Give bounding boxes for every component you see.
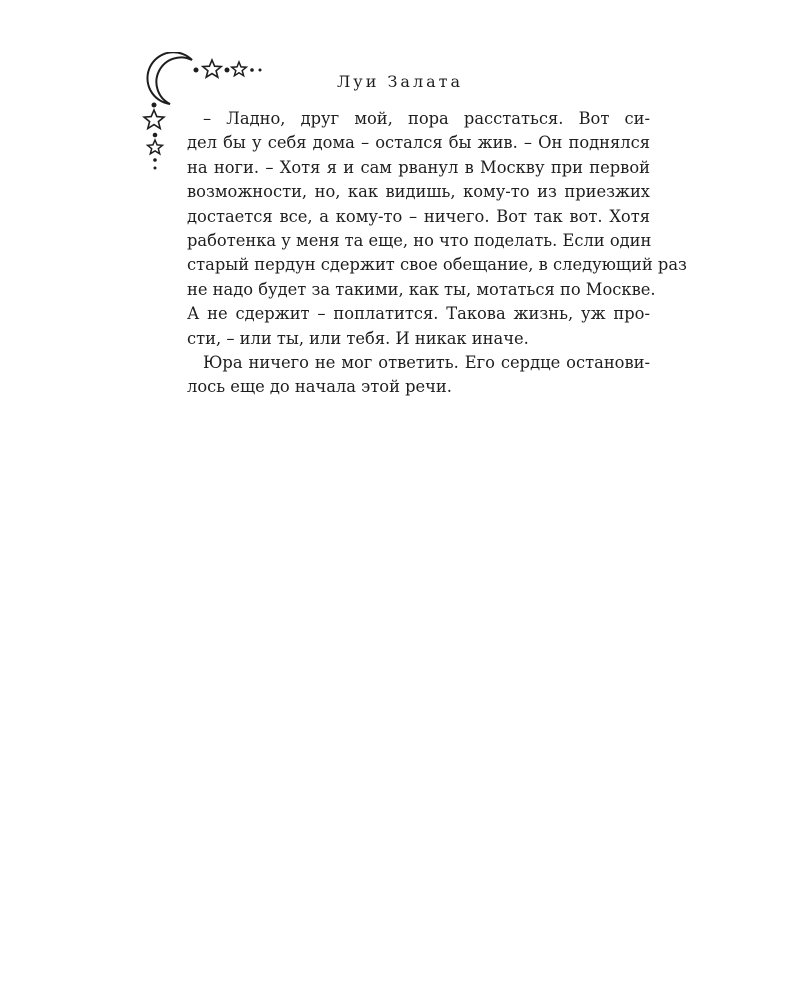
- page-body: [187, 107, 687, 400]
- text-line: на ноги. – Хотя я и сам рванул в Москву при первой: [187, 157, 650, 177]
- text-line: – Ладно, друг мой, пора расстаться. Вот си-: [203, 109, 650, 128]
- text-line: А не сдержит – поплатится. Такова жизнь, уж про-: [187, 304, 650, 324]
- text-line: работенка у меня та еще, но что поделать. Если один: [187, 231, 652, 251]
- running-header: Луи Залата: [336, 72, 464, 91]
- text-line: достается все, а кому-то – ничего. Вот так вот. Хотя: [187, 206, 650, 226]
- text-line: возможности, но, как видишь, кому-то из приезжих: [187, 182, 650, 202]
- text-line: сти, – или ты, или тебя. И никак иначе.: [187, 328, 529, 348]
- text-line: дел бы у себя дома – остался бы жив. – Он поднялся: [187, 133, 650, 153]
- text-line: старый пердун сдержит свое обещание, в следующий раз: [187, 255, 687, 275]
- text-line: лось еще до начала этой речи.: [187, 377, 452, 397]
- text-line: не надо будет за такими, как ты, мотаться по Москве.: [187, 279, 656, 299]
- text-line: Юра ничего не мог ответить. Его сердце останови-: [203, 353, 650, 373]
